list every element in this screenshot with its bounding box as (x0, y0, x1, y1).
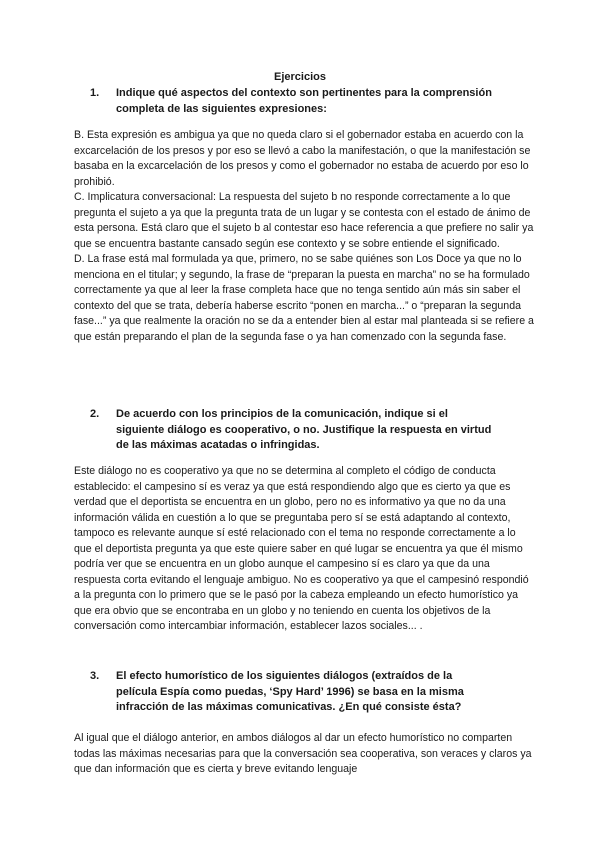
question-3-number: 3. (90, 670, 100, 682)
answer-1-d: D. La frase está mal formulada ya que, primero, no se sabe quiénes son Los Doce ya que no lo menciona en el titular; y segundo, la frase de “preparan la puesta en marcha” no se ha formulado correctamente ya que al leer la frase completa hace que no tenga sentido aún más sin saber el contexto del que se trata, debería haberse escrito “ponen en marcha...” o “preparan la segunda fase...” ya que realmente la oración no se da a entender bien al estar mal planteada si se refiere a que están preparando el plan de la segunda fase o ya han comenzado con la segunda fase. (74, 253, 534, 343)
answer-1-b: B. Esta expresión es ambigua ya que no queda claro si el gobernador estaba en acuerdo con la excarcelación de los presos y por eso se llevó a cabo la manifestación, o que la manifestación se basaba en la excarcelación de los presos y como el gobernador no estaba de acuerdo por eso lo prohibió. (74, 129, 531, 188)
question-3 (90, 669, 496, 716)
question-3-text: El efecto humorístico de los siguientes diálogos (extraídos de la película Espía como puedas, ‘Spy Hard’ 1996) se basa en la misma infracción de las máximas comunicativas. ¿En qué consiste ésta? (116, 670, 464, 713)
question-2-number: 2. (90, 408, 100, 420)
answer-1 (74, 128, 534, 345)
answer-2 (74, 464, 534, 635)
answer-1-c: C. Implicatura conversacional: La respuesta del sujeto b no responde correctamente a lo que pregunta el sujeto a ya que la pregunta trata de un lugar y se contesta con el estado de ánimo de esta persona. Está claro que el sujeto b al contestar eso hace referencia a que prefiere no salir ya que se encuentra bastante cansado según ese contexto y se sobre entiende el significado. (74, 191, 534, 250)
question-1 (90, 86, 496, 117)
question-1-text: Indique qué aspectos del contexto son pertinentes para la comprensión completa de las siguientes expresiones: (116, 87, 492, 115)
page-title: Ejercicios (274, 71, 326, 83)
answer-2-text: Este diálogo no es cooperativo ya que no se determina al completo el código de conducta establecido: el campesino sí es veraz ya que está respondiendo algo que es cierto ya que es verdad que el deportista se encuentra en un globo, pero no es informativo ya que no da una información válida en cuestión a lo que se preguntaba pero sí se está adaptando al contexto, tampoco es relevante aunque sí esté relacionado con el tema no responde correctamente a lo que el deportista pregunta ya que este quiere saber en qué lugar se encuentra ya que él mismo podría ver que se encuentra en un globo aunque el campesino sí es claro ya que da una respuesta corta evitando el lenguaje ambiguo. No es cooperativo ya que el campesinó respondió a la pregunta con lo primero que se le pasó por la cabeza empleando un efecto humorístico ya que era obvio que se encontraba en un globo y no teniendo en cuenta los objetivos de la conversación como intercambiar información, establecer lazos sociales... . (74, 465, 529, 632)
question-1-number: 1. (90, 87, 100, 99)
question-2 (90, 407, 498, 454)
answer-3-text: Al igual que el diálogo anterior, en ambos diálogos al dar un efecto humorístico no comparten todas las máximas necesarias para que la conversación sea cooperativa, son veraces y claros ya que dan información que es cierta y breve evitando lenguaje (74, 732, 532, 775)
answer-3 (74, 731, 534, 778)
question-2-text: De acuerdo con los principios de la comunicación, indique si el siguiente diálogo es cooperativo, o no. Justifique la respuesta en virtud de las máximas acatadas o infringidas. (116, 408, 492, 451)
